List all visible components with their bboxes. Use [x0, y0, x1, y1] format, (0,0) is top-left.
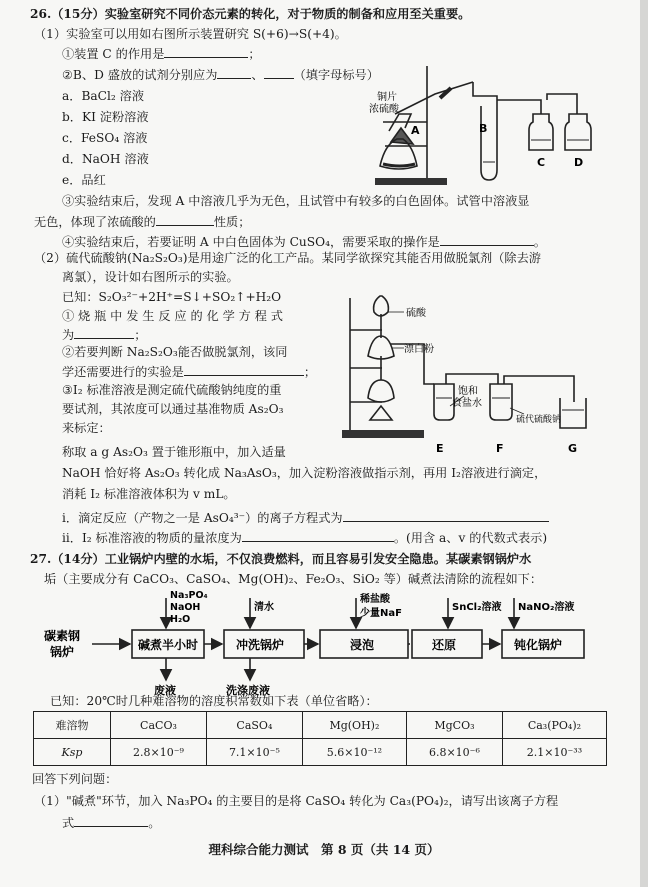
table-cell: 2.8×10⁻⁹ — [111, 739, 207, 766]
label-D: D — [574, 156, 584, 169]
q26-1-sub3a: ③实验结束后，发现 A 中溶液几乎为无色，且试管中有较多的白色固体。试管中溶液显 — [62, 194, 530, 208]
option-a: a．BaCl₂ 溶液 — [62, 89, 145, 103]
label-C: C — [537, 156, 546, 169]
label-copper: 铜片 — [377, 92, 397, 103]
option-e: e．品红 — [62, 173, 106, 187]
flow-step-2: 冲洗锅炉 — [236, 638, 285, 652]
flow-reagent-1b: NaOH — [170, 602, 201, 613]
flow-reagent-1c: H₂O — [170, 614, 191, 625]
q26-2-sub3a: ③I₂ 标准溶液是测定硫代硫酸钠纯度的重 — [62, 383, 282, 397]
page-edge-shadow — [640, 0, 648, 887]
q26-heading: 26.（15分）实验室研究不同价态元素的转化，对于物质的制备和应用至关重要。 — [30, 7, 471, 21]
ksp-table — [33, 711, 607, 766]
table-row — [34, 739, 607, 766]
label-G: G — [568, 442, 578, 455]
flow-out-1: 废液 — [154, 684, 176, 697]
flow-reagent-4: SnCl₂溶液 — [452, 602, 502, 613]
table-cell: 7.1×10⁻⁵ — [206, 739, 302, 766]
flow-out-2: 洗涤废液 — [226, 684, 270, 697]
label-A: A — [411, 124, 420, 137]
q26-1-sub3b: 无色，体现了浓硫酸的 性质； — [34, 215, 251, 229]
q27-answer-prompt: 回答下列问题： — [32, 772, 118, 786]
page-footer: 理科综合能力测试 第 8 页（共 14 页） — [208, 842, 440, 857]
q26-2-sub3d: 称取 a g As₂O₃ 置于锥形瓶中，加入适量 — [62, 445, 286, 459]
label-conc-acid: 浓硫酸 — [369, 104, 399, 115]
q26-part2-intro2: 离氯），设计如右图所示的实验。 — [62, 270, 239, 284]
option-c: c．FeSO₄ 溶液 — [62, 131, 148, 145]
label-bleach: 漂白粉 — [404, 344, 434, 355]
flow-reagent-1a: Na₃PO₄ — [170, 590, 208, 601]
table-cell: 6.8×10⁻⁶ — [406, 739, 502, 766]
table-header: CaSO₄ — [206, 712, 302, 739]
table-header: Mg(OH)₂ — [302, 712, 406, 739]
label-sulfuric-acid: 硫酸 — [406, 308, 426, 319]
table-header: CaCO₃ — [111, 712, 207, 739]
q26-2-sub2b: 学还需要进行的实验是 ； — [62, 365, 317, 379]
flow-reagent-2: 清水 — [254, 602, 274, 613]
q26-2-sub3c: 来标定： — [62, 421, 111, 435]
q27-known: 已知：20℃时几种难溶物的溶度积常数如下表（单位省略）： — [50, 694, 378, 708]
figure-so2-apparatus — [355, 54, 610, 192]
q27-heading: 27.（14分）工业锅炉内壁的水垢，不仅浪费燃料，而且容易引发安全隐患。某碳素钢锅炉水 — [30, 552, 532, 566]
q26-2-sub1a: ① 烧 瓶 中 发 生 反 应 的 化 学 方 程 式 — [62, 309, 283, 323]
q27-sub1a: （1）"碱煮"环节，加入 Na₃PO₄ 的主要目的是将 CaSO₄ 转化为 Ca₃(PO₄)₂，请写出该离子方程 — [34, 794, 559, 808]
table-row-label: Ksp — [34, 739, 111, 766]
q26-2-sub3b: 要试剂，其浓度可以通过基准物质 As₂O₃ — [62, 402, 284, 416]
flow-step-5: 钝化锅炉 — [514, 638, 563, 652]
table-header: MgCO₃ — [406, 712, 502, 739]
label-E: E — [436, 442, 444, 455]
flowchart-alkali-boil — [30, 588, 620, 698]
flow-reagent-3b: 少量NaF — [360, 608, 402, 619]
q26-1-sub1: ①装置 C 的作用是 ； — [62, 47, 261, 61]
table-header: 难溶物 — [34, 712, 111, 739]
label-B: B — [479, 122, 488, 135]
table-cell: 5.6×10⁻¹² — [302, 739, 406, 766]
flow-step-1: 碱煮半小时 — [138, 638, 199, 652]
flow-reagent-5: NaNO₂溶液 — [518, 602, 575, 613]
q26-part1-intro: （1）实验室可以用如右图所示装置研究 S(+6)→S(+4)。 — [34, 27, 347, 41]
q26-2-sub1b: 为 ； — [62, 328, 147, 342]
q26-2-i: i．滴定反应（产物之一是 AsO₄³⁻）的离子方程式为 — [62, 510, 549, 526]
q26-2-sub3f: 消耗 I₂ 标准溶液体积为 v mL。 — [62, 487, 236, 501]
q27-sub1b: 式 。 — [62, 816, 161, 830]
figure-dechlorination-apparatus — [330, 290, 600, 456]
q27-heading-2: 垢（主要成分有 CaCO₃、CaSO₄、Mg(OH)₂、Fe₂O₃、SiO₂ 等）碱煮法清除的流程如下： — [44, 572, 543, 586]
q26-2-ii: ii．I₂ 标准溶液的物质的量浓度为 。(用含 a、v 的代数式表示) — [62, 531, 548, 545]
label-thiosulfate: 硫代硫酸钠 — [516, 415, 562, 425]
flow-reagent-3a: 稀盐酸 — [360, 594, 390, 605]
flow-start-2: 锅炉 — [50, 645, 75, 659]
flow-step-3: 浸泡 — [350, 638, 375, 652]
q26-part2-intro1: （2）硫代硫酸钠(Na₂S₂O₃)是用途广泛的化工产品。某同学欲探究其能否用做脱氯剂（除去游 — [34, 251, 541, 265]
option-b: b．KI 淀粉溶液 — [62, 110, 149, 124]
table-header-row — [34, 712, 607, 739]
label-brine-2: 食盐水 — [452, 398, 482, 409]
label-brine-1: 饱和 — [458, 386, 478, 397]
q26-2-sub3e: NaOH 恰好将 As₂O₃ 转化成 Na₃AsO₃，加入淀粉溶液做指示剂，再用 I₂溶液进行滴定， — [62, 466, 547, 480]
flow-step-4: 还原 — [432, 638, 457, 652]
option-d: d．NaOH 溶液 — [62, 152, 149, 166]
table-header: Ca₃(PO₄)₂ — [502, 712, 606, 739]
q26-2-sub2a: ②若要判断 Na₂S₂O₃能否做脱氯剂，该同 — [62, 345, 288, 359]
table-cell: 2.1×10⁻³³ — [502, 739, 606, 766]
q26-2-known: 已知：S₂O₃²⁻+2H⁺=S↓+SO₂↑+H₂O — [62, 290, 282, 304]
q26-1-sub4: ④实验结束后，若要证明 A 中白色固体为 CuSO₄，需要采取的操作是 。 — [62, 235, 546, 249]
label-F: F — [496, 442, 504, 455]
q26-1-sub2: ②B、D 盛放的试剂分别应为 、 （填字母标号） — [62, 68, 379, 82]
flow-start-1: 碳素钢 — [44, 629, 81, 643]
